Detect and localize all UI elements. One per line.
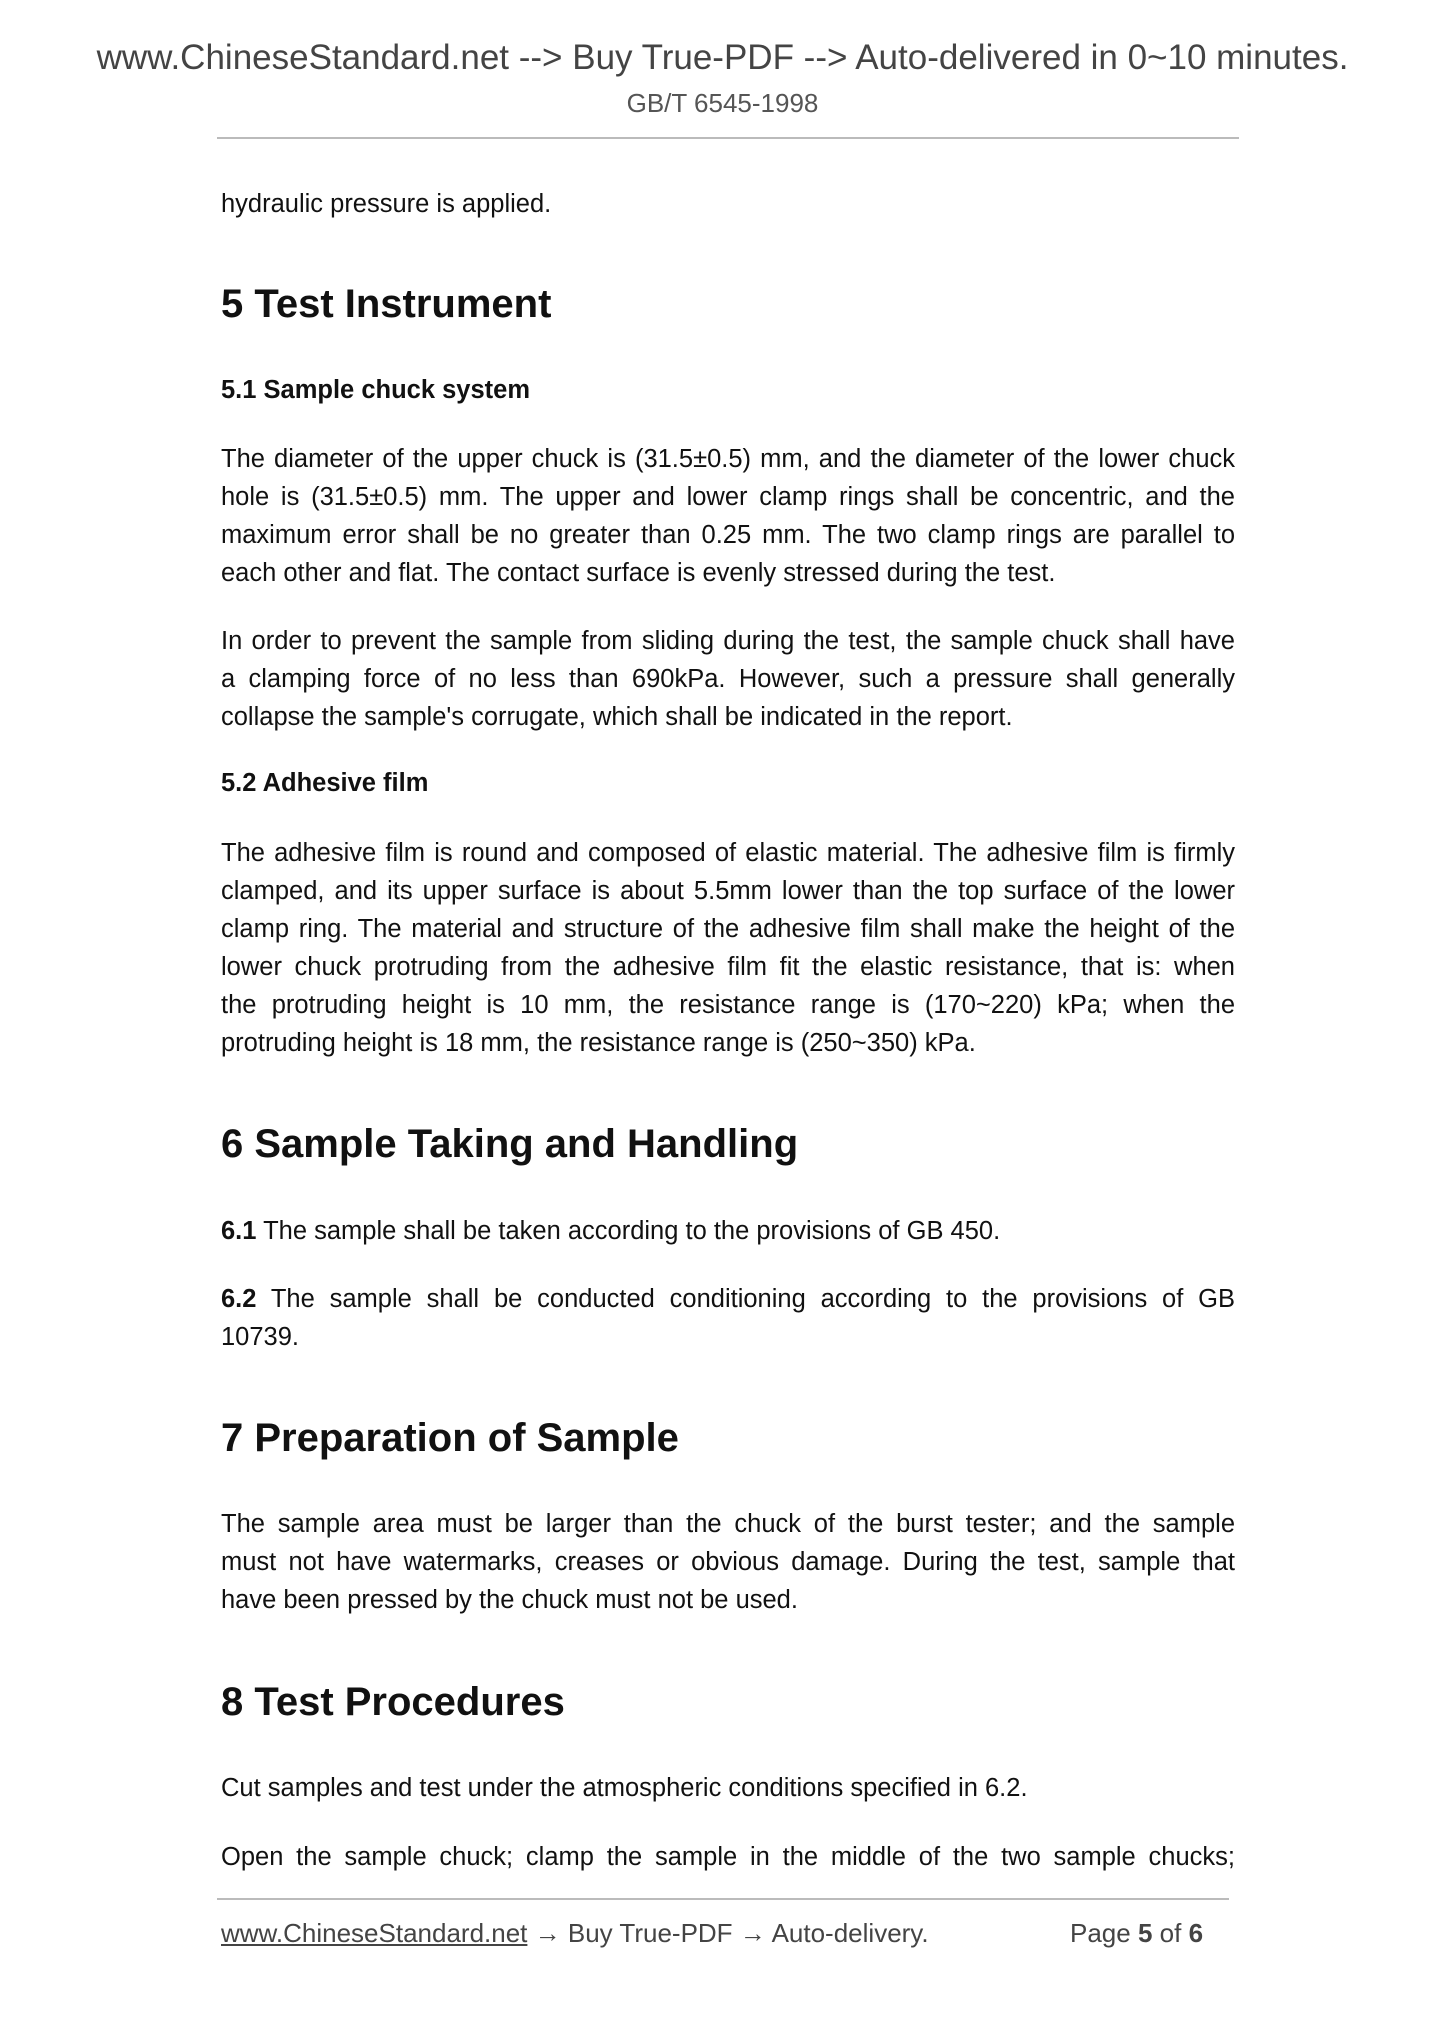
text-line: hole is (31.5±0.5) mm. The upper and lower clamp rings shall be concentric, and the (221, 483, 1235, 511)
text-line: a clamping force of no less than 690kPa. However, such a pressure shall generally (221, 665, 1235, 693)
text-line: maximum error shall be no greater than 0.25 mm. The two clamp rings are parallel to (221, 521, 1235, 549)
text-line: The diameter of the upper chuck is (31.5±0.5) mm, and the diameter of the lower chuck (221, 445, 1235, 473)
text-line: have been pressed by the chuck must not be used. (221, 1586, 798, 1614)
page-indicator (1070, 1918, 1203, 1949)
section-5-2-heading: 5.2 Adhesive film (221, 769, 429, 797)
footer-site-link[interactable]: www.ChineseStandard.net (221, 1918, 528, 1948)
section-8-paragraph-1 (221, 1769, 1235, 1807)
header-divider (217, 137, 1239, 139)
clause-text: 10739. (221, 1323, 299, 1351)
clause-text: The sample shall be taken according to the provisions of GB 450. (256, 1217, 1001, 1245)
text-line: clamp ring. The material and structure of the adhesive film shall make the height of the (221, 915, 1235, 943)
text-line: collapse the sample's corrugate, which shall be indicated in the report. (221, 703, 1013, 731)
footer-text: → Buy True-PDF → Auto-delivery. (527, 1918, 929, 1948)
of-label: of (1159, 1918, 1182, 1948)
standard-id: GB/T 6545-1998 (626, 88, 819, 118)
section-5-1-paragraph-1 (221, 440, 1235, 592)
text-line: lower chuck protruding from the adhesive film fit the elastic resistance, that is: when (221, 953, 1235, 981)
page-label: Page (1070, 1918, 1131, 1948)
section-8-heading: 8 Test Procedures (221, 1680, 565, 1724)
footer-divider (217, 1898, 1229, 1900)
section-6-heading: 6 Sample Taking and Handling (221, 1122, 799, 1166)
text-line: The sample area must be larger than the chuck of the burst tester; and the sample (221, 1510, 1235, 1538)
section-7-paragraph (221, 1505, 1235, 1619)
text-line: hydraulic pressure is applied. (221, 190, 552, 218)
text-line: The adhesive film is round and composed of elastic material. The adhesive film is firmly (221, 839, 1235, 867)
clause-number: 6.2 (221, 1285, 257, 1313)
page-total: 6 (1188, 1918, 1204, 1948)
page-number: 5 (1137, 1918, 1153, 1948)
footer-tagline (221, 1918, 929, 1949)
text-line: Open the sample chuck; clamp the sample in the middle of the two sample chucks; (221, 1843, 1235, 1871)
clause-number: 6.1 (221, 1217, 257, 1245)
clause-text: The sample shall be conducted conditioning according to the provisions of GB (256, 1285, 1235, 1313)
section-6-2-paragraph (221, 1280, 1235, 1356)
text-line: clamped, and its upper surface is about 5.5mm lower than the top surface of the lower (221, 877, 1235, 905)
text-line: each other and flat. The contact surface is evenly stressed during the test. (221, 559, 1056, 587)
section-8-paragraph-2 (221, 1838, 1235, 1876)
text-line: the protruding height is 10 mm, the resistance range is (170~220) kPa; when the (221, 991, 1235, 1019)
section-5-1-paragraph-2 (221, 622, 1235, 736)
section-5-heading: 5 Test Instrument (221, 282, 552, 326)
intro-paragraph (221, 185, 1235, 223)
text-line: protruding height is 18 mm, the resistance range is (250~350) kPa. (221, 1029, 976, 1057)
section-6-1-paragraph (221, 1212, 1235, 1250)
section-5-1-heading: 5.1 Sample chuck system (221, 376, 531, 404)
text-line: Cut samples and test under the atmospheric conditions specified in 6.2. (221, 1774, 1028, 1802)
header-banner: www.ChineseStandard.net --> Buy True-PDF --> Auto-delivered in 0~10 minutes. (96, 38, 1349, 77)
text-line: In order to prevent the sample from sliding during the test, the sample chuck shall have (221, 627, 1235, 655)
text-line: must not have watermarks, creases or obvious damage. During the test, sample that (221, 1548, 1235, 1576)
section-7-heading: 7 Preparation of Sample (221, 1416, 679, 1460)
section-5-2-paragraph (221, 834, 1235, 1062)
